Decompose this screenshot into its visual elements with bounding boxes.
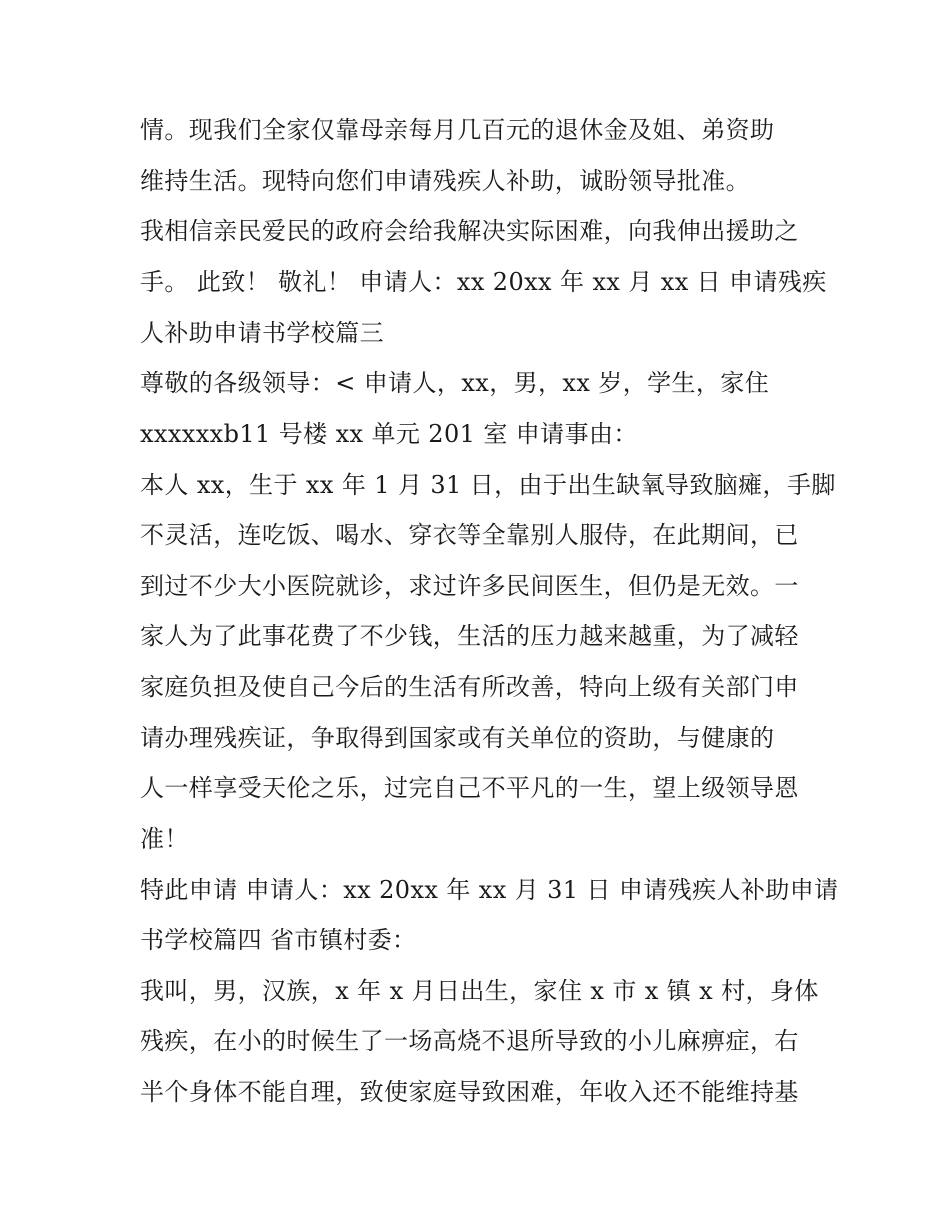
text-line: 情。现我们全家仅靠母亲每月几百元的退休金及姐、弟资助 — [140, 116, 775, 144]
text-line: 请办理残疾证，争取得到国家或有关单位的资助，与健康的 — [140, 724, 775, 752]
text-line: 维持生活。现特向您们申请残疾人补助，诚盼领导批准。 — [140, 167, 750, 195]
text-line: 手。 此致！ 敬礼！ 申请人：xx 20xx 年 xx 月 xx 日 申请残疾 — [140, 268, 827, 296]
text-line: 人一样享受天伦之乐，过完自己不平凡的一生，望上级领导恩 — [140, 774, 799, 802]
text-line: 不灵活，连吃饭、喝水、穿衣等全靠别人服侍，在此期间，已 — [140, 521, 799, 549]
text-line: 特此申请 申请人：xx 20xx 年 xx 月 31 日 申请残疾人补助申请 — [140, 876, 839, 904]
text-line: 残疾，在小的时候生了一场高烧不退所导致的小儿麻痹症，右 — [140, 1027, 799, 1055]
section-heading: 人补助申请书学校篇三 — [140, 319, 384, 347]
text-line: 我叫，男，汉族，x 年 x 月日出生，家住 x 市 x 镇 x 村，身体 — [140, 977, 819, 1005]
section-heading: 书学校篇四 省市镇村委： — [140, 926, 417, 954]
text-line: 本人 xx，生于 xx 年 1 月 31 日，由于出生缺氧导致脑瘫，手脚 — [140, 471, 836, 499]
text-line: 家庭负担及使自己今后的生活有所改善，特向上级有关部门申 — [140, 673, 799, 701]
text-line: 家人为了此事花费了不少钱，生活的压力越来越重，为了减轻 — [140, 622, 799, 650]
text-line: 我相信亲民爱民的政府会给我解决实际困难，向我伸出援助之 — [140, 217, 799, 245]
text-line: 到过不少大小医院就诊，求过许多民间医生，但仍是无效。一 — [140, 572, 799, 600]
text-line: 尊敬的各级领导：< 申请人，xx，男，xx 岁，学生，家住 — [140, 369, 770, 397]
text-line: xxxxxxb11 号楼 xx 单元 201 室 申请事由： — [140, 420, 638, 448]
text-line: 半个身体不能自理，致使家庭导致困难，年收入还不能维持基 — [140, 1078, 799, 1106]
text-line: 准！ — [140, 825, 189, 853]
